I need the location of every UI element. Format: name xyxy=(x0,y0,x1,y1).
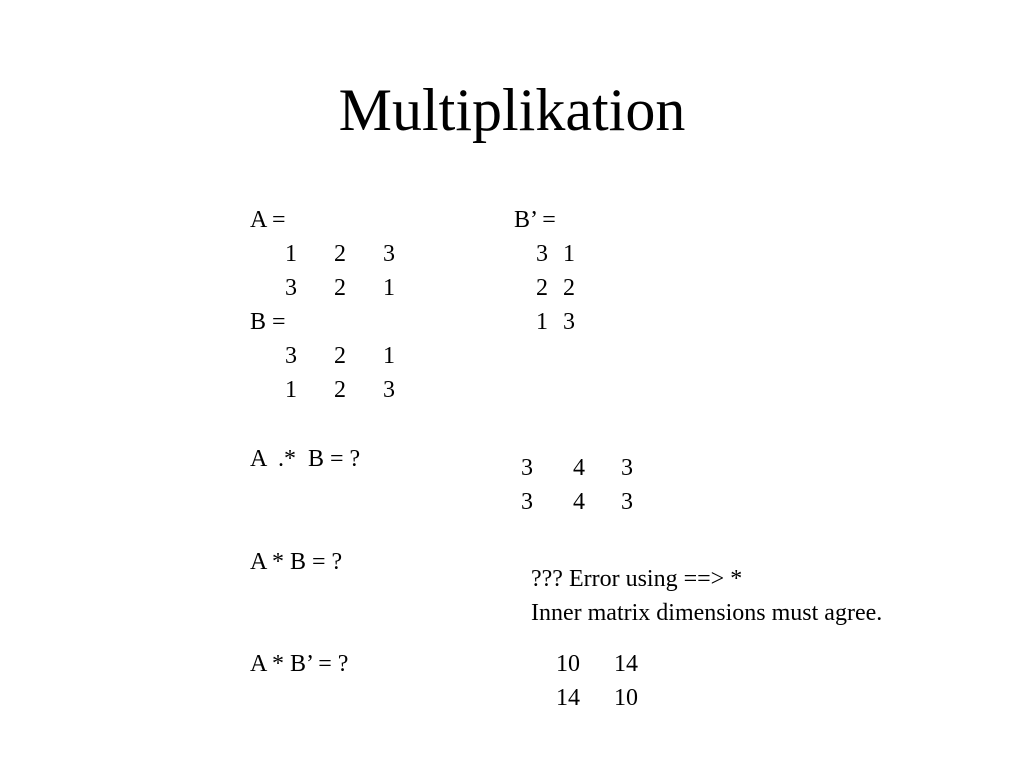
matrix-cell: 2 xyxy=(536,275,548,301)
matrix-a-row-1 xyxy=(250,237,450,271)
question-elementwise-product: A .* B = ? xyxy=(250,446,361,472)
question-matrix-product: A * B = ? xyxy=(250,549,343,575)
matrix-b xyxy=(250,339,450,407)
matrix-cell: 2 xyxy=(334,275,346,301)
matrix-b-row-1 xyxy=(250,339,450,373)
matrix-cell: 1 xyxy=(563,241,575,267)
matrix-b-transpose-label: B’ = xyxy=(514,207,556,233)
matrix-cell: 2 xyxy=(563,275,575,301)
matrix-b-transpose xyxy=(514,237,634,339)
result-row-1 xyxy=(514,647,664,681)
matrix-cell: 4 xyxy=(573,489,585,515)
matrix-cell: 3 xyxy=(621,455,633,481)
matrix-bt-row-3 xyxy=(514,305,634,339)
matrix-cell: 3 xyxy=(383,241,395,267)
matrix-cell: 2 xyxy=(334,343,346,369)
matrix-cell: 1 xyxy=(536,309,548,335)
slide-title: Multiplikation xyxy=(338,77,686,143)
matrix-cell: 14 xyxy=(556,685,580,711)
matrix-cell: 2 xyxy=(334,377,346,403)
matrix-cell: 2 xyxy=(334,241,346,267)
result-row-1 xyxy=(514,451,664,485)
matrix-b-label: B = xyxy=(250,309,286,335)
matrix-bt-row-2 xyxy=(514,271,634,305)
matrix-cell: 3 xyxy=(285,275,297,301)
matrix-a-row-2 xyxy=(250,271,450,305)
error-message-line-1: ??? Error using ==> * xyxy=(531,566,743,592)
matrix-a-label: A = xyxy=(250,207,286,233)
matrix-cell: 1 xyxy=(383,275,395,301)
matrix-cell: 3 xyxy=(536,241,548,267)
matrix-cell: 10 xyxy=(556,651,580,677)
matrix-cell: 1 xyxy=(285,241,297,267)
matrix-cell: 3 xyxy=(621,489,633,515)
matrix-bt-row-1 xyxy=(514,237,634,271)
result-elementwise xyxy=(514,451,664,519)
matrix-cell: 3 xyxy=(521,489,533,515)
matrix-cell: 3 xyxy=(285,343,297,369)
matrix-b-row-2 xyxy=(250,373,450,407)
matrix-cell: 4 xyxy=(573,455,585,481)
matrix-cell: 3 xyxy=(521,455,533,481)
matrix-cell: 3 xyxy=(383,377,395,403)
result-product-transpose xyxy=(514,647,664,715)
matrix-cell: 10 xyxy=(614,685,638,711)
matrix-cell: 1 xyxy=(285,377,297,403)
error-message-line-2: Inner matrix dimensions must agree. xyxy=(531,600,883,626)
matrix-cell: 3 xyxy=(563,309,575,335)
matrix-cell: 1 xyxy=(383,343,395,369)
matrix-cell: 14 xyxy=(614,651,638,677)
result-row-2 xyxy=(514,485,664,519)
matrix-a xyxy=(250,237,450,305)
question-product-transpose: A * B’ = ? xyxy=(250,651,349,677)
result-row-2 xyxy=(514,681,664,715)
